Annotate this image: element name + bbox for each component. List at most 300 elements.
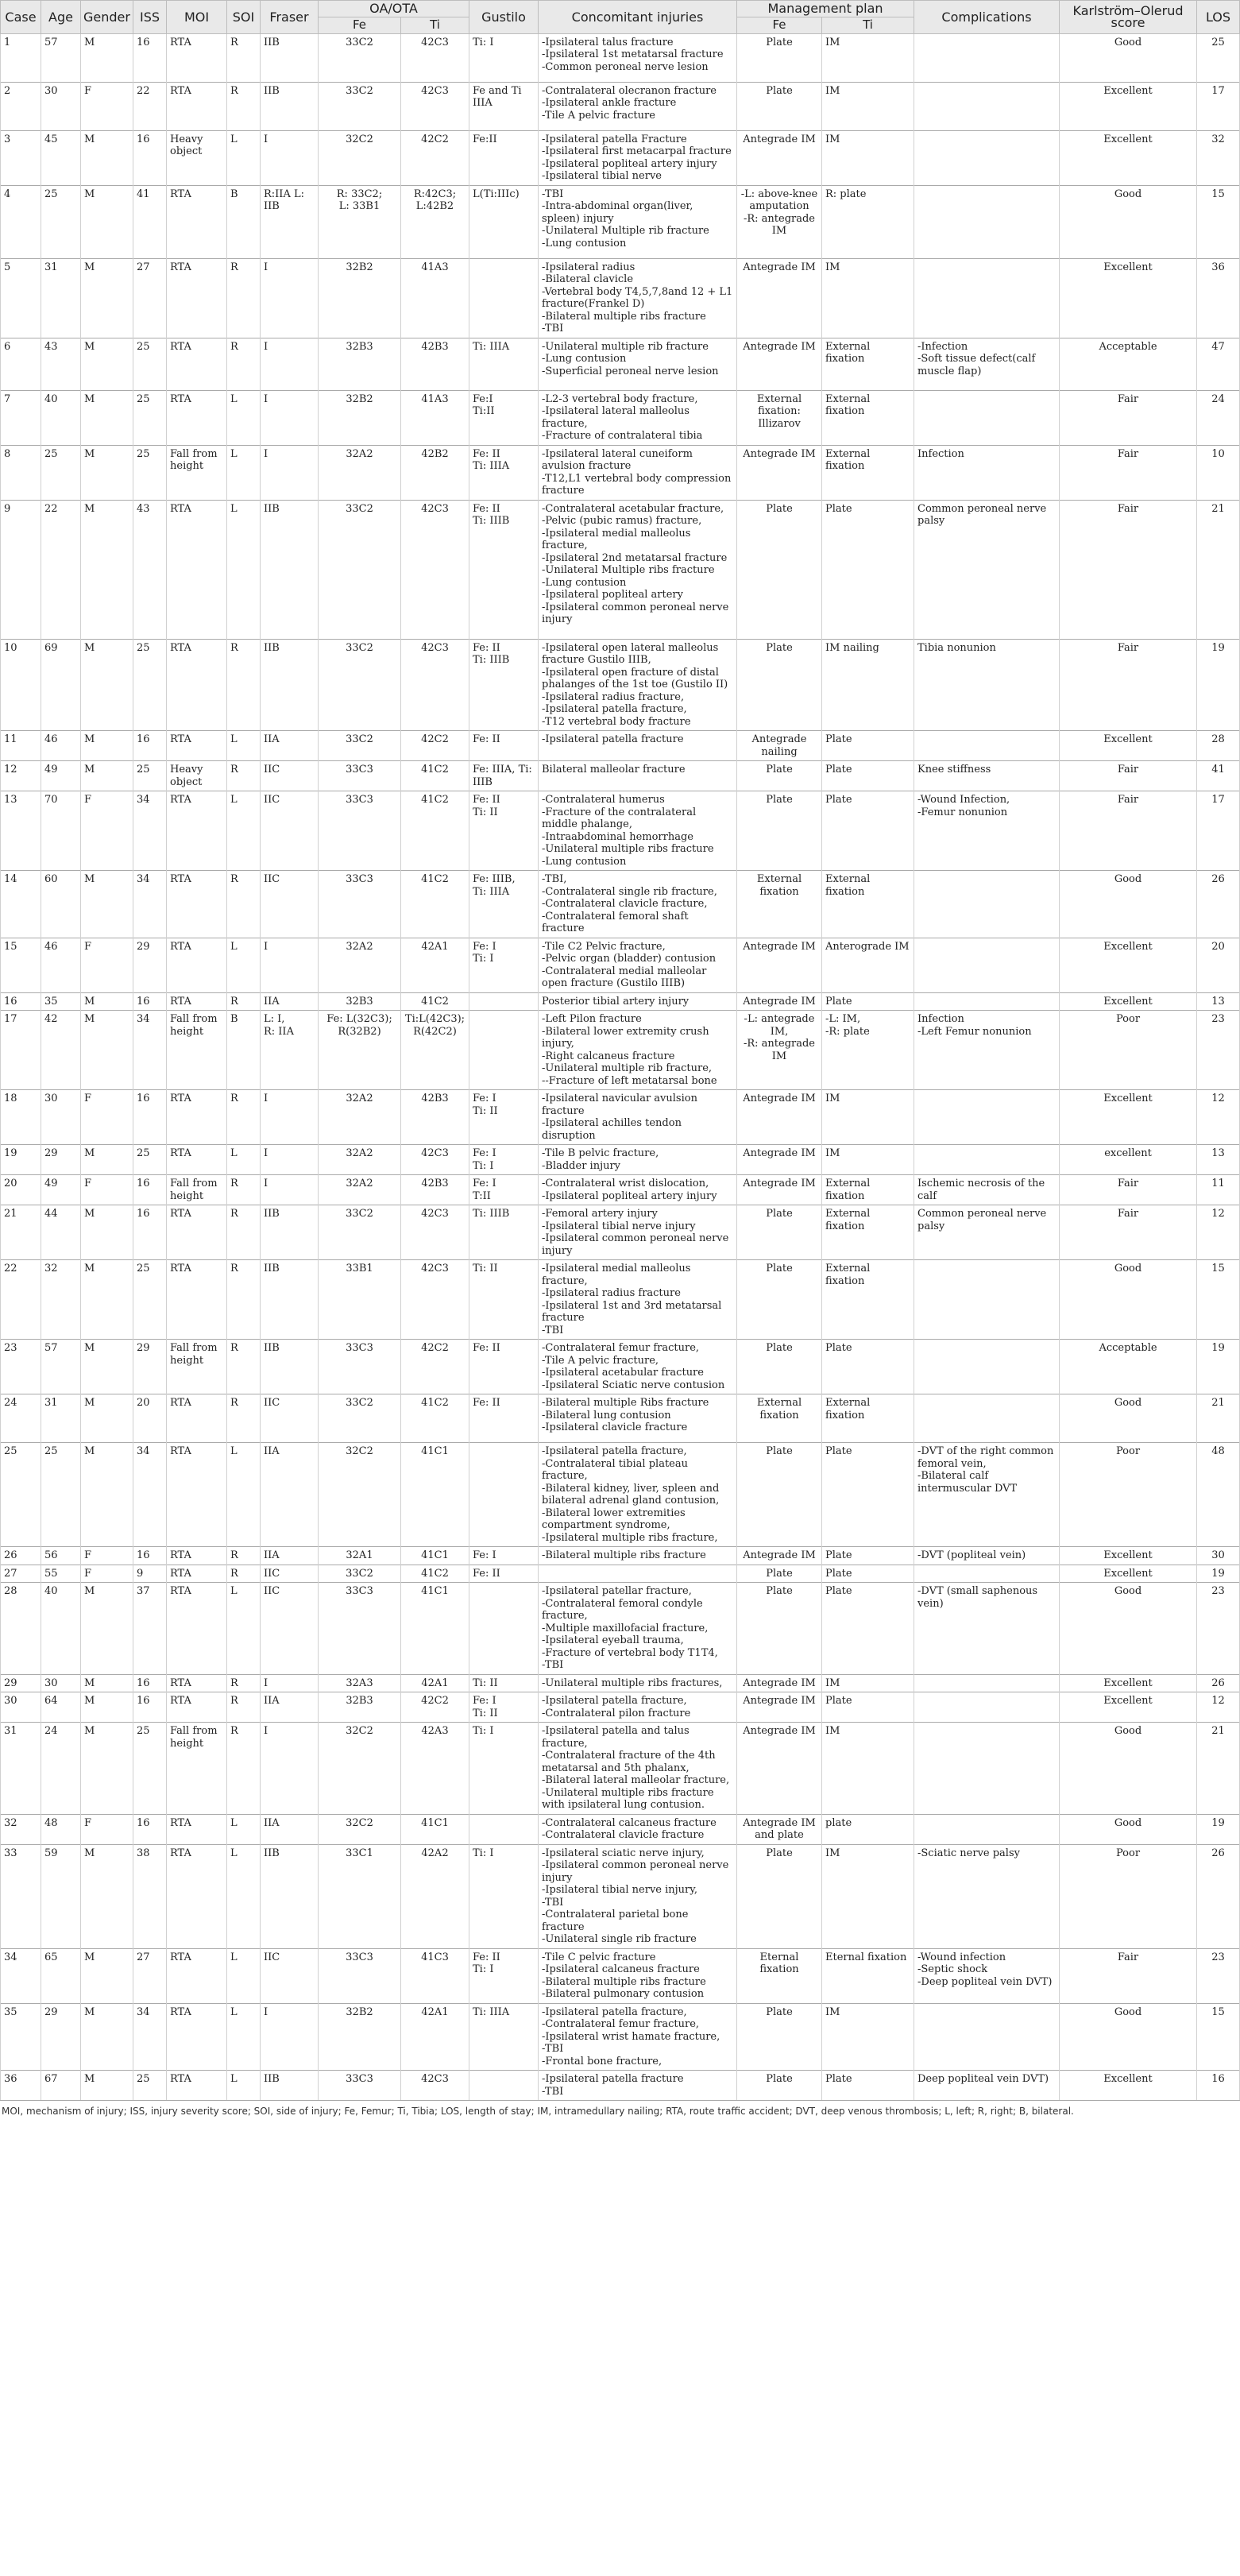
table-row — [1, 185, 1240, 258]
cell-injuries: -TBI, -Contralateral single rib fracture, -Contralateral clavicle fracture, -Contralateral femoral shaft fracture — [539, 871, 737, 938]
cell-age: 31 — [41, 258, 81, 338]
cell-oa-fe: 33C2 — [319, 639, 401, 731]
cell-fraser: I — [261, 1090, 319, 1145]
table-footnote: MOI, mechanism of injury; ISS, injury severity score; SOI, side of injury; Fe, Femur; Ti, Tibia; LOS, length of stay; IM, intramedullary nailing; RTA, route traffic accident; DVT, deep venous thrombosis; L, left; R, right; B, bilateral. — [2, 2106, 1074, 2117]
cell-injuries: -Ipsilateral sciatic nerve injury, -Ipsilateral common peroneal nerve injury -Ipsilateral tibial nerve injury, -TBI -Contralateral parietal bone fracture -Unilateral single rib fracture — [539, 1844, 737, 1948]
cell-gustilo — [469, 1011, 539, 1090]
cell-iss: 22 — [133, 82, 167, 130]
cell-score: Excellent — [1060, 938, 1197, 992]
cell-gustilo — [469, 1443, 539, 1547]
cell-oa-ti: 42B3 — [401, 338, 469, 390]
cell-management-fe: External fixation — [737, 1394, 822, 1443]
cell-oa-fe: 32B3 — [319, 992, 401, 1011]
cell-case: 30 — [1, 1692, 41, 1723]
table-row — [1, 1340, 1240, 1394]
cell-soi: R — [227, 33, 261, 82]
cell-fraser: IIC — [261, 761, 319, 791]
cell-soi: L — [227, 1948, 261, 2003]
cell-soi: L — [227, 2071, 261, 2101]
cell-moi: RTA — [167, 1205, 227, 1260]
cell-iss: 25 — [133, 445, 167, 500]
cell-los: 13 — [1197, 1145, 1240, 1175]
cell-score: Poor — [1060, 1011, 1197, 1090]
cell-case: 4 — [1, 185, 41, 258]
cell-fraser: I — [261, 130, 319, 185]
cell-management-fe: Plate — [737, 1565, 822, 1583]
cell-gender: M — [81, 1723, 133, 1815]
cell-age: 57 — [41, 33, 81, 82]
cell-soi: L — [227, 731, 261, 761]
cell-gender: M — [81, 1011, 133, 1090]
cell-oa-ti: 41C2 — [401, 761, 469, 791]
cell-fraser: IIC — [261, 1583, 319, 1675]
cell-iss: 27 — [133, 1948, 167, 2003]
cell-los: 12 — [1197, 1205, 1240, 1260]
cell-los: 19 — [1197, 1814, 1240, 1844]
table-body — [1, 33, 1240, 2101]
cell-oa-ti: 42C2 — [401, 130, 469, 185]
cell-age: 46 — [41, 938, 81, 992]
cell-complications — [914, 1260, 1060, 1340]
cell-gender: M — [81, 1260, 133, 1340]
cell-management-ti: Eternal fixation — [822, 1948, 914, 2003]
cell-injuries: -Ipsilateral medial malleolus fracture, -Ipsilateral radius fracture -Ipsilateral 1st and 3rd metatarsal fracture -TBI — [539, 1260, 737, 1340]
cell-gustilo: Fe: I Ti: I — [469, 1145, 539, 1175]
cell-injuries: -Ipsilateral patella fracture, -Contralateral pilon fracture — [539, 1692, 737, 1723]
cell-injuries: -Ipsilateral patella and talus fracture, -Contralateral fracture of the 4th metatarsal and 5th phalanx, -Bilateral lateral malleolar fracture, -Unilateral multiple ribs fracture with ipsilateral lung contusion. — [539, 1723, 737, 1815]
cell-injuries: -Ipsilateral talus fracture -Ipsilateral 1st metatarsal fracture -Common peroneal nerve lesion — [539, 33, 737, 82]
cell-los: 32 — [1197, 130, 1240, 185]
cell-gender: F — [81, 1565, 133, 1583]
cell-soi: R — [227, 1674, 261, 1692]
cell-soi: R — [227, 1394, 261, 1443]
cell-fraser: IIB — [261, 1844, 319, 1948]
cell-complications: Infection -Left Femur nonunion — [914, 1011, 1060, 1090]
table-row — [1, 338, 1240, 390]
cell-injuries: -Contralateral acetabular fracture, -Pelvic (pubic ramus) fracture, -Ipsilateral medial malleolus fracture, -Ipsilateral 2nd metatarsal fracture -Unilateral Multiple ribs fracture -Lung contusion -Ipsilateral popliteal artery -Ipsilateral common peroneal nerve injury — [539, 500, 737, 639]
cell-oa-fe: 32B3 — [319, 338, 401, 390]
cell-oa-fe: 32A2 — [319, 938, 401, 992]
cell-los: 25 — [1197, 33, 1240, 82]
cell-score: Excellent — [1060, 82, 1197, 130]
cell-fraser: I — [261, 1175, 319, 1205]
cell-injuries: -Femoral artery injury -Ipsilateral tibial nerve injury -Ipsilateral common peroneal nerve injury — [539, 1205, 737, 1260]
cell-complications: Deep popliteal vein DVT) — [914, 2071, 1060, 2101]
cell-score: Poor — [1060, 1443, 1197, 1547]
cell-fraser: I — [261, 338, 319, 390]
table-row — [1, 1260, 1240, 1340]
cell-management-fe: Antegrade IM — [737, 1723, 822, 1815]
col-header-injuries: Concomitant injuries — [539, 1, 737, 34]
cell-management-ti: IM — [822, 1145, 914, 1175]
cell-management-ti: Plate — [822, 791, 914, 871]
cell-case: 27 — [1, 1565, 41, 1583]
cell-soi: R — [227, 992, 261, 1011]
cell-fraser: IIC — [261, 1948, 319, 2003]
table-row — [1, 761, 1240, 791]
cell-los: 19 — [1197, 1565, 1240, 1583]
cell-gustilo: Fe: II Ti: IIIB — [469, 639, 539, 731]
cell-fraser: IIB — [261, 33, 319, 82]
table-row — [1, 445, 1240, 500]
cell-injuries: -Tile C2 Pelvic fracture, -Pelvic organ (bladder) contusion -Contralateral medial malleolar open fracture (Gustilo IIIB) — [539, 938, 737, 992]
cell-moi: RTA — [167, 639, 227, 731]
cell-score: Excellent — [1060, 258, 1197, 338]
cell-oa-fe: 33C2 — [319, 1205, 401, 1260]
table-row — [1, 1692, 1240, 1723]
cell-soi: L — [227, 1583, 261, 1675]
table-row — [1, 1814, 1240, 1844]
cell-complications — [914, 1723, 1060, 1815]
cell-age: 25 — [41, 1443, 81, 1547]
col-header-score: Karlström–Olerud score — [1060, 1, 1197, 34]
cell-complications: -Infection -Soft tissue defect(calf muscle flap) — [914, 338, 1060, 390]
cell-age: 31 — [41, 1394, 81, 1443]
cell-gender: M — [81, 1674, 133, 1692]
cell-management-fe: Antegrade IM — [737, 338, 822, 390]
cell-management-ti: External fixation — [822, 871, 914, 938]
cell-management-fe: Antegrade IM — [737, 938, 822, 992]
cell-score: Excellent — [1060, 130, 1197, 185]
cell-oa-fe: 32C2 — [319, 1443, 401, 1547]
cell-case: 10 — [1, 639, 41, 731]
cell-complications: -Wound infection -Septic shock -Deep popliteal vein DVT) — [914, 1948, 1060, 2003]
cell-management-ti: External fixation — [822, 1260, 914, 1340]
cell-gustilo — [469, 258, 539, 338]
cell-injuries: -TBI -Intra-abdominal organ(liver, spleen) injury -Unilateral Multiple rib fracture -Lung contusion — [539, 185, 737, 258]
cell-management-ti: Plate — [822, 1692, 914, 1723]
cell-fraser: IIB — [261, 1260, 319, 1340]
cell-management-ti: IM — [822, 33, 914, 82]
cell-score: Fair — [1060, 1948, 1197, 2003]
cell-soi: L — [227, 938, 261, 992]
cell-oa-ti: 42B2 — [401, 445, 469, 500]
cell-iss: 25 — [133, 639, 167, 731]
cell-management-fe: Plate — [737, 82, 822, 130]
cell-score: Fair — [1060, 791, 1197, 871]
cell-moi: RTA — [167, 185, 227, 258]
cell-management-ti: Plate — [822, 1583, 914, 1675]
cell-oa-fe: 33C2 — [319, 1394, 401, 1443]
cell-gender: M — [81, 445, 133, 500]
cell-case: 21 — [1, 1205, 41, 1260]
cell-age: 30 — [41, 1674, 81, 1692]
cell-iss: 16 — [133, 1692, 167, 1723]
cell-iss: 16 — [133, 731, 167, 761]
cell-age: 30 — [41, 82, 81, 130]
cell-los: 15 — [1197, 185, 1240, 258]
cell-oa-fe: 32A2 — [319, 445, 401, 500]
cell-complications: -Wound Infection, -Femur nonunion — [914, 791, 1060, 871]
cell-iss: 37 — [133, 1583, 167, 1675]
cell-moi: RTA — [167, 791, 227, 871]
cell-management-fe: Plate — [737, 33, 822, 82]
cell-management-ti: Plate — [822, 761, 914, 791]
cell-gustilo: Fe: IIIA, Ti: IIIB — [469, 761, 539, 791]
cell-management-fe: Antegrade IM — [737, 1145, 822, 1175]
cell-gender: M — [81, 500, 133, 639]
cell-gender: M — [81, 2071, 133, 2101]
col-header-management: Management plan — [737, 1, 914, 17]
cell-age: 59 — [41, 1844, 81, 1948]
cell-soi: L — [227, 390, 261, 445]
cell-age: 22 — [41, 500, 81, 639]
cell-iss: 9 — [133, 1565, 167, 1583]
cell-case: 28 — [1, 1583, 41, 1675]
cell-los: 26 — [1197, 1674, 1240, 1692]
cell-moi: RTA — [167, 1260, 227, 1340]
cell-management-fe: Antegrade IM — [737, 1674, 822, 1692]
cell-gustilo: Ti: IIIA — [469, 338, 539, 390]
cell-oa-fe: R: 33C2; L: 33B1 — [319, 185, 401, 258]
cell-management-fe: Antegrade IM — [737, 1175, 822, 1205]
cell-oa-fe: 33C3 — [319, 2071, 401, 2101]
cell-score: Fair — [1060, 1205, 1197, 1260]
cell-injuries: -Ipsilateral patellar fracture, -Contralateral femoral condyle fracture, -Multiple maxillofacial fracture, -Ipsilateral eyeball trauma, -Fracture of vertebral body T1T4, -TBI — [539, 1583, 737, 1675]
col-header-mp-fe: Fe — [737, 17, 822, 33]
cell-oa-fe: 33C3 — [319, 1583, 401, 1675]
cell-oa-ti: 42A1 — [401, 1674, 469, 1692]
cell-complications: -DVT (popliteal vein) — [914, 1547, 1060, 1565]
cell-gustilo: L(Ti:IIIc) — [469, 185, 539, 258]
cell-management-ti: Plate — [822, 1340, 914, 1394]
cell-management-ti: Plate — [822, 731, 914, 761]
cell-oa-ti: 42A1 — [401, 938, 469, 992]
cell-oa-ti: 41A3 — [401, 390, 469, 445]
cell-los: 11 — [1197, 1175, 1240, 1205]
cell-complications: Knee stiffness — [914, 761, 1060, 791]
cell-oa-fe: 32A2 — [319, 1090, 401, 1145]
cell-oa-ti: 41C1 — [401, 1814, 469, 1844]
cell-soi: R — [227, 1205, 261, 1260]
cell-gender: F — [81, 1547, 133, 1565]
cell-oa-ti: 42C3 — [401, 1205, 469, 1260]
cell-oa-fe: 32A2 — [319, 1145, 401, 1175]
cell-oa-ti: R:42C3; L:42B2 — [401, 185, 469, 258]
cell-oa-ti: 41C2 — [401, 992, 469, 1011]
cell-moi: RTA — [167, 992, 227, 1011]
col-header-gender: Gender — [81, 1, 133, 34]
cell-fraser: IIB — [261, 2071, 319, 2101]
cell-injuries: -Unilateral multiple ribs fractures, — [539, 1674, 737, 1692]
cell-score: Excellent — [1060, 1547, 1197, 1565]
cell-oa-fe: 33C1 — [319, 1844, 401, 1948]
cell-gender: M — [81, 2003, 133, 2071]
cell-complications: -Sciatic nerve palsy — [914, 1844, 1060, 1948]
cell-fraser: IIB — [261, 1205, 319, 1260]
cell-gender: F — [81, 791, 133, 871]
cell-age: 30 — [41, 1090, 81, 1145]
cell-los: 15 — [1197, 2003, 1240, 2071]
cell-case: 31 — [1, 1723, 41, 1815]
cell-oa-ti: 41C2 — [401, 871, 469, 938]
cell-soi: R — [227, 338, 261, 390]
cell-oa-ti: 42B3 — [401, 1090, 469, 1145]
cell-case: 9 — [1, 500, 41, 639]
col-header-oa-ti: Ti — [401, 17, 469, 33]
cell-score: Fair — [1060, 1175, 1197, 1205]
cell-score: Good — [1060, 33, 1197, 82]
cell-los: 21 — [1197, 1394, 1240, 1443]
cell-iss: 29 — [133, 1340, 167, 1394]
cell-management-ti: Plate — [822, 1565, 914, 1583]
cell-management-fe: Antegrade IM — [737, 1692, 822, 1723]
cell-moi: Fall from height — [167, 445, 227, 500]
cell-iss: 41 — [133, 185, 167, 258]
cell-oa-ti: 41C2 — [401, 791, 469, 871]
cell-gender: M — [81, 1948, 133, 2003]
cell-management-ti: Plate — [822, 992, 914, 1011]
cell-age: 43 — [41, 338, 81, 390]
cell-gustilo — [469, 992, 539, 1011]
cell-injuries: -Tile B pelvic fracture, -Bladder injury — [539, 1145, 737, 1175]
cell-management-ti: IM — [822, 1674, 914, 1692]
cell-age: 29 — [41, 2003, 81, 2071]
cell-gender: M — [81, 639, 133, 731]
cell-age: 40 — [41, 1583, 81, 1675]
cell-moi: Fall from height — [167, 1340, 227, 1394]
cell-score: Good — [1060, 1260, 1197, 1340]
cell-soi: L — [227, 130, 261, 185]
cell-los: 17 — [1197, 791, 1240, 871]
cell-score: Fair — [1060, 761, 1197, 791]
cell-score: Acceptable — [1060, 338, 1197, 390]
cell-case: 24 — [1, 1394, 41, 1443]
cell-iss: 16 — [133, 1090, 167, 1145]
col-header-moi: MOI — [167, 1, 227, 34]
cell-oa-ti: Ti:L(42C3); R(42C2) — [401, 1011, 469, 1090]
col-header-mp-ti: Ti — [822, 17, 914, 33]
cell-age: 44 — [41, 1205, 81, 1260]
table-row — [1, 1565, 1240, 1583]
cell-management-ti: Anterograde IM — [822, 938, 914, 992]
cell-gustilo: Fe: II Ti: IIIB — [469, 500, 539, 639]
cell-age: 32 — [41, 1260, 81, 1340]
cell-gustilo: Fe: I Ti: II — [469, 1090, 539, 1145]
cell-age: 55 — [41, 1565, 81, 1583]
cell-oa-fe: 32C2 — [319, 1723, 401, 1815]
table-row — [1, 1205, 1240, 1260]
cell-management-fe: Plate — [737, 639, 822, 731]
cell-gender: F — [81, 1090, 133, 1145]
cell-iss: 34 — [133, 871, 167, 938]
cell-case: 36 — [1, 2071, 41, 2101]
cell-soi: R — [227, 1340, 261, 1394]
cell-gustilo: Ti: IIIB — [469, 1205, 539, 1260]
cell-iss: 16 — [133, 992, 167, 1011]
cell-complications — [914, 258, 1060, 338]
cell-los: 24 — [1197, 390, 1240, 445]
cell-gender: M — [81, 185, 133, 258]
cell-score: Excellent — [1060, 992, 1197, 1011]
cell-management-fe: -L: above-knee amputation -R: antegrade IM — [737, 185, 822, 258]
cell-complications — [914, 390, 1060, 445]
cell-management-fe: Plate — [737, 1583, 822, 1675]
cell-injuries: -Ipsilateral lateral cuneiform avulsion fracture -T12,L1 vertebral body compression fracture — [539, 445, 737, 500]
cell-fraser: R:IIA L: IIB — [261, 185, 319, 258]
cell-los: 41 — [1197, 761, 1240, 791]
cell-complications — [914, 82, 1060, 130]
col-header-gustilo: Gustilo — [469, 1, 539, 34]
cell-injuries: -Ipsilateral open lateral malleolus fracture Gustilo IIIB, -Ipsilateral open fracture of distal phalanges of the 1st toe (Gustilo II) -Ipsilateral radius fracture, -Ipsilateral patella fracture, -T12 vertebral body fracture — [539, 639, 737, 731]
cell-complications: Common peroneal nerve palsy — [914, 500, 1060, 639]
cell-injuries: -Ipsilateral patella fracture — [539, 731, 737, 761]
cell-case: 3 — [1, 130, 41, 185]
cell-complications — [914, 992, 1060, 1011]
cell-soi: R — [227, 1547, 261, 1565]
cell-management-ti: IM — [822, 1090, 914, 1145]
cell-soi: B — [227, 1011, 261, 1090]
cell-moi: RTA — [167, 1443, 227, 1547]
col-header-los: LOS — [1197, 1, 1240, 34]
cell-management-fe: Plate — [737, 1260, 822, 1340]
table-row — [1, 500, 1240, 639]
cell-case: 11 — [1, 731, 41, 761]
cell-oa-ti: 42C2 — [401, 1340, 469, 1394]
cell-oa-fe: 33C3 — [319, 761, 401, 791]
cell-oa-fe: 33C2 — [319, 1565, 401, 1583]
cell-los: 16 — [1197, 2071, 1240, 2101]
cell-oa-ti: 42C2 — [401, 1692, 469, 1723]
cell-moi: RTA — [167, 338, 227, 390]
cell-iss: 27 — [133, 258, 167, 338]
cell-complications — [914, 33, 1060, 82]
cell-fraser: L: I, R: IIA — [261, 1011, 319, 1090]
cell-complications — [914, 1145, 1060, 1175]
cell-los: 15 — [1197, 1260, 1240, 1340]
cell-age: 24 — [41, 1723, 81, 1815]
cell-gender: M — [81, 338, 133, 390]
col-header-age: Age — [41, 1, 81, 34]
cell-gustilo: Fe: II Ti: II — [469, 791, 539, 871]
cell-case: 25 — [1, 1443, 41, 1547]
cell-injuries: -Ipsilateral radius -Bilateral clavicle -Vertebral body T4,5,7,8and 12 + L1 fracture(Frankel D) -Bilateral multiple ribs fracture -TBI — [539, 258, 737, 338]
table-row — [1, 992, 1240, 1011]
cell-iss: 20 — [133, 1394, 167, 1443]
cell-iss: 25 — [133, 2071, 167, 2101]
cell-oa-fe: 33C2 — [319, 33, 401, 82]
cell-gustilo: Ti: I — [469, 1844, 539, 1948]
cell-gender: M — [81, 1145, 133, 1175]
cell-oa-fe: 33C3 — [319, 1948, 401, 2003]
table-row — [1, 1443, 1240, 1547]
cell-soi: R — [227, 82, 261, 130]
cell-score: Fair — [1060, 445, 1197, 500]
cell-management-fe: Antegrade IM and plate — [737, 1814, 822, 1844]
cell-fraser: I — [261, 1145, 319, 1175]
cell-score: Good — [1060, 1723, 1197, 1815]
cell-oa-fe: 32A3 — [319, 1674, 401, 1692]
cell-gustilo: Ti: II — [469, 1260, 539, 1340]
cell-los: 20 — [1197, 938, 1240, 992]
cell-gender: M — [81, 130, 133, 185]
cell-management-fe: Antegrade IM — [737, 992, 822, 1011]
cell-soi: R — [227, 639, 261, 731]
cell-gender: M — [81, 1692, 133, 1723]
table-row — [1, 1011, 1240, 1090]
cell-oa-fe: 32B2 — [319, 2003, 401, 2071]
cell-score: Excellent — [1060, 1565, 1197, 1583]
cell-gustilo: Ti: IIIA — [469, 2003, 539, 2071]
cell-moi: RTA — [167, 731, 227, 761]
cell-los: 21 — [1197, 500, 1240, 639]
cell-iss: 25 — [133, 761, 167, 791]
cell-age: 56 — [41, 1547, 81, 1565]
cell-complications — [914, 130, 1060, 185]
cell-case: 34 — [1, 1948, 41, 2003]
cell-moi: RTA — [167, 500, 227, 639]
cell-complications: -DVT of the right common femoral vein, -Bilateral calf intermuscular DVT — [914, 1443, 1060, 1547]
